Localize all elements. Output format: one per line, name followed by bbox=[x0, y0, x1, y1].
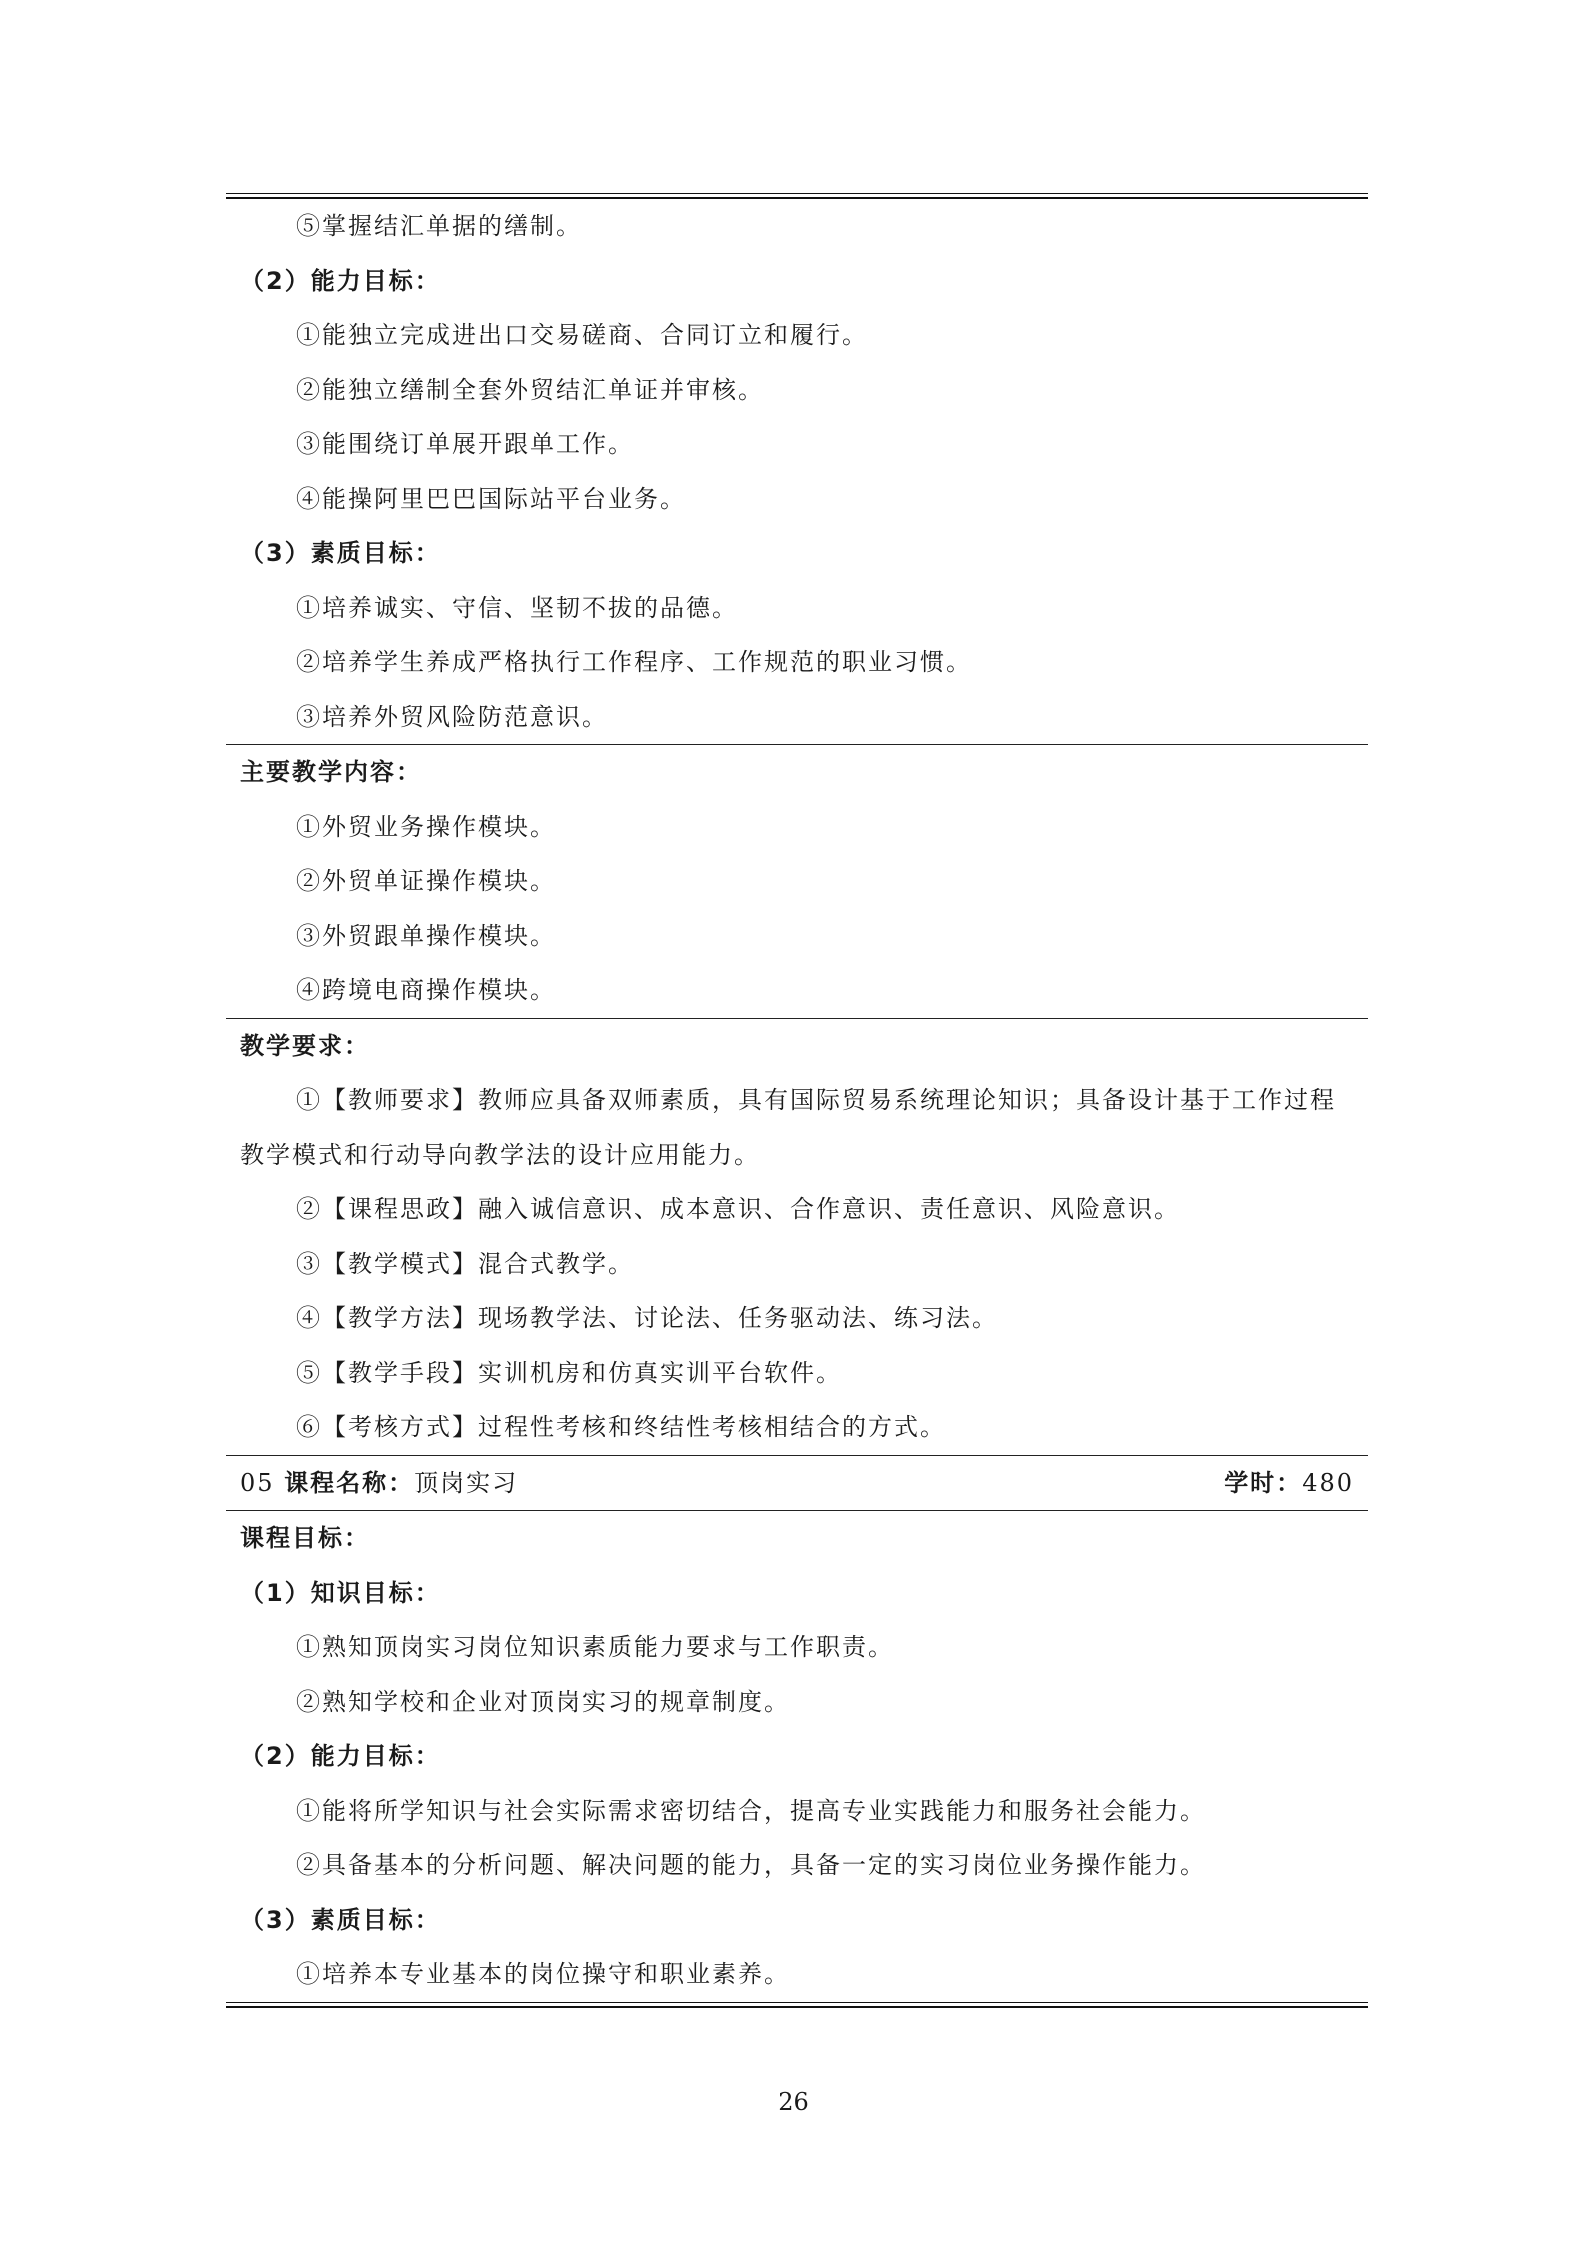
ability-heading: （2）能力目标： bbox=[240, 1742, 441, 1770]
requirement-item: ②【课程思政】融入诚信意识、成本意识、合作意识、责任意识、风险意识。 bbox=[296, 1195, 1180, 1223]
knowledge-item: ①熟知顶岗实习岗位知识素质能力要求与工作职责。 bbox=[296, 1633, 894, 1661]
knowledge-heading: （1）知识目标： bbox=[240, 1578, 441, 1607]
ability-item: ②能独立缮制全套外贸结汇单证并审核。 bbox=[296, 375, 764, 404]
ability-item: ③能围绕订单展开跟单工作。 bbox=[296, 430, 634, 458]
requirement-item: ③【教学模式】混合式教学。 bbox=[296, 1249, 634, 1278]
requirement-item: ④【教学方法】现场教学法、讨论法、任务驱动法、练习法。 bbox=[296, 1304, 998, 1332]
knowledge-item-5: ⑤掌握结汇单据的缮制。 bbox=[296, 212, 582, 240]
page-number: 26 bbox=[778, 2088, 809, 2116]
knowledge-item: ②熟知学校和企业对顶岗实习的规章制度。 bbox=[296, 1687, 790, 1716]
quality-item: ②培养学生养成严格执行工作程序、工作规范的职业习惯。 bbox=[296, 648, 972, 676]
goals-heading: 课程目标： bbox=[240, 1524, 370, 1552]
content-item: ④跨境电商操作模块。 bbox=[296, 976, 556, 1004]
document-page bbox=[226, 193, 1368, 2008]
ability-item: ①能将所学知识与社会实际需求密切结合，提高专业实践能力和服务社会能力。 bbox=[296, 1796, 1206, 1825]
course-hours-group bbox=[1224, 1456, 1354, 1511]
course-name: 顶岗实习 bbox=[414, 1468, 519, 1497]
course-name-group bbox=[240, 1456, 518, 1511]
content-item: ③外贸跟单操作模块。 bbox=[296, 921, 556, 950]
content-item: ②外贸单证操作模块。 bbox=[296, 867, 556, 895]
quality-item: ①培养本专业基本的岗位操守和职业素养。 bbox=[296, 1960, 790, 1988]
course-hours: 480 bbox=[1302, 1468, 1354, 1497]
requirements-heading: 教学要求： bbox=[240, 1031, 370, 1060]
requirement-item: ⑥【考核方式】过程性考核和终结性考核相结合的方式。 bbox=[296, 1413, 946, 1441]
course-hours-label: 学时： bbox=[1224, 1468, 1303, 1497]
content-item: ①外贸业务操作模块。 bbox=[296, 812, 556, 841]
bottom-double-rule bbox=[226, 2002, 1368, 2008]
teacher-requirement: ①【教师要求】教师应具备双师素质，具有国际贸易系统理论知识；具备设计基于工作过程教学模式和行动导向教学法的设计应用能力。 bbox=[240, 1086, 1336, 1169]
quality-heading: （3）素质目标： bbox=[240, 539, 441, 567]
content-heading: 主要教学内容： bbox=[240, 758, 422, 786]
ability-item: ①能独立完成进出口交易磋商、合同订立和履行。 bbox=[296, 321, 868, 349]
ability-item: ②具备基本的分析问题、解决问题的能力，具备一定的实习岗位业务操作能力。 bbox=[296, 1851, 1206, 1879]
course-header bbox=[226, 1456, 1368, 1511]
ability-item: ④能操阿里巴巴国际站平台业务。 bbox=[296, 484, 686, 513]
course-name-label: 课程名称： bbox=[284, 1468, 415, 1497]
ability-heading: （2）能力目标： bbox=[240, 266, 441, 295]
quality-item: ③培养外贸风险防范意识。 bbox=[296, 702, 608, 731]
requirement-item: ⑤【教学手段】实训机房和仿真实训平台软件。 bbox=[296, 1358, 842, 1387]
quality-heading: （3）素质目标： bbox=[240, 1905, 441, 1934]
quality-item: ①培养诚实、守信、坚韧不拔的品德。 bbox=[296, 593, 738, 622]
course-number: 05 bbox=[240, 1468, 275, 1497]
